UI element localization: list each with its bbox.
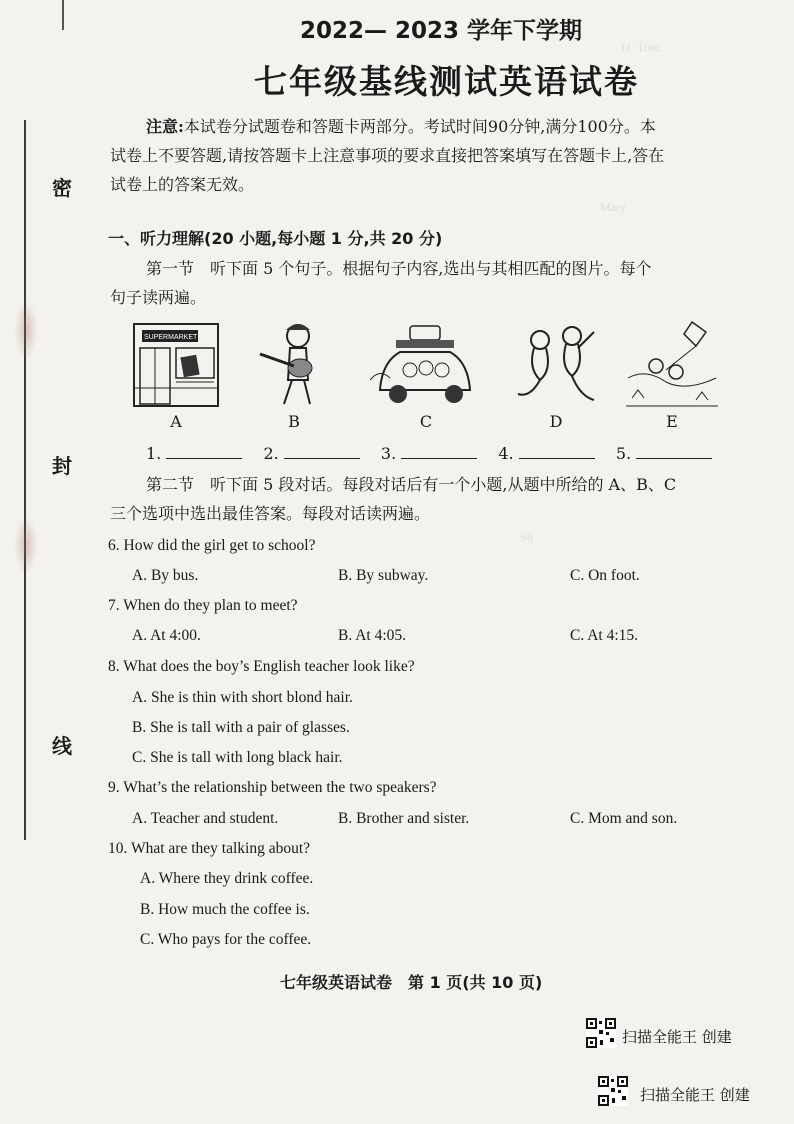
blank-label: 3. [380,444,397,463]
guitar-player-picture [248,318,340,410]
option-c: C. She is tall with long black hair. [132,749,343,766]
answer-blank[interactable] [636,442,712,459]
notice-label: 注意: [146,117,184,136]
monkeys-picture [510,318,602,410]
notice-line-3: 试卷上的答案无效。 [110,175,255,194]
option-b: B. Brother and sister. [338,810,470,827]
option-a: A. Where they drink coffee. [140,870,314,887]
blank-label: 5. [615,444,632,463]
question-stem: 10. What are they talking about? [108,840,311,857]
svg-text:SUPERMARKET: SUPERMARKET [144,334,198,341]
option-c: C. At 4:15. [570,627,639,644]
bleed-through: Mary [600,200,626,214]
question-stem: 8. What does the boy’s English teacher look like? [108,658,415,675]
scan-smudge [14,300,38,360]
picture-row [130,318,730,430]
seal-char-feng: 封 [52,454,72,478]
picture-letter: B [288,412,300,431]
part1-line-2: 句子读两遍。 [110,288,207,307]
binding-margin [0,0,100,1000]
option-c: C. Who pays for the coffee. [140,931,312,948]
notice-line-1: 本试卷分试题卷和答题卡两部分。考试时间90分钟,满分100分。本 [183,117,656,136]
notice-block [110,112,750,199]
option-c: C. On foot. [570,567,640,584]
qr-code-icon [586,1018,616,1048]
section-heading: 一、听力理解(20 小题,每小题 1 分,共 20 分) [108,229,443,248]
picture-letter: A [170,412,182,431]
scan-smudge [14,515,38,575]
question-stem: 7. When do they plan to meet? [108,597,298,614]
blank-label: 2. [263,444,279,463]
option-c: C. Mom and son. [570,810,678,827]
option-b: B. She is tall with a pair of glasses. [132,719,350,736]
option-a: A. By bus. [132,567,199,584]
question-stem: 6. How did the girl get to school? [108,537,316,554]
bleed-through: Sh [520,530,533,544]
answer-blank[interactable] [284,442,360,459]
blank-label: 4. [498,444,514,463]
bleed-through: 11. Tom. [620,40,663,54]
option-b: B. At 4:05. [338,627,407,644]
seal-char-xian: 线 [52,734,72,758]
part2-line-2: 三个选项中选出最佳答案。每段对话读两遍。 [110,504,431,523]
option-a: A. She is thin with short blond hair. [132,689,353,706]
page-footer: 七年级英语试卷 第 1 页(共 10 页) [280,973,543,992]
notice-line-2: 试卷上不要答题,请按答题卡上注意事项的要求直接把答案填写在答题卡上,答在 [110,146,665,165]
picture-letter: C [419,412,433,431]
picture-letter: D [549,412,563,431]
option-b: B. By subway. [338,567,429,584]
option-a: A. Teacher and student. [132,810,279,827]
blank-label: 1. [146,444,162,463]
margin-top-rule [62,0,64,30]
kite-flying-picture [626,318,718,410]
part1-line-1: 第一节 听下面 5 个句子。根据句子内容,选出与其相匹配的图片。每个 [146,259,652,278]
answer-blank[interactable] [166,442,242,459]
page-title: 七年级基线测试英语试卷 [254,62,639,101]
scanner-watermark: 扫描全能王 创建 [622,1028,732,1046]
option-b: B. How much the coffee is. [140,901,310,918]
scanner-watermark: 扫描全能王 创建 [640,1086,750,1104]
answer-blank[interactable] [519,442,595,459]
margin-rule [24,120,26,840]
part2-line-1: 第二节 听下面 5 段对话。每段对话后有一个小题,从题中所给的 A、B、C [146,475,677,494]
family-car-trip-picture [370,318,480,410]
supermarket-picture [130,318,222,410]
answer-blank[interactable] [401,442,477,459]
answer-blanks [146,442,728,463]
part2-instructions [110,470,750,528]
option-a: A. At 4:00. [132,627,201,644]
question-stem: 9. What’s the relationship between the two speakers? [108,779,437,796]
picture-letter: E [666,412,678,431]
seal-char-mi: 密 [52,176,72,200]
part1-instructions [110,254,750,312]
qr-code-icon [598,1076,628,1106]
year-title: 2022— 2023 学年下学期 [300,18,583,44]
